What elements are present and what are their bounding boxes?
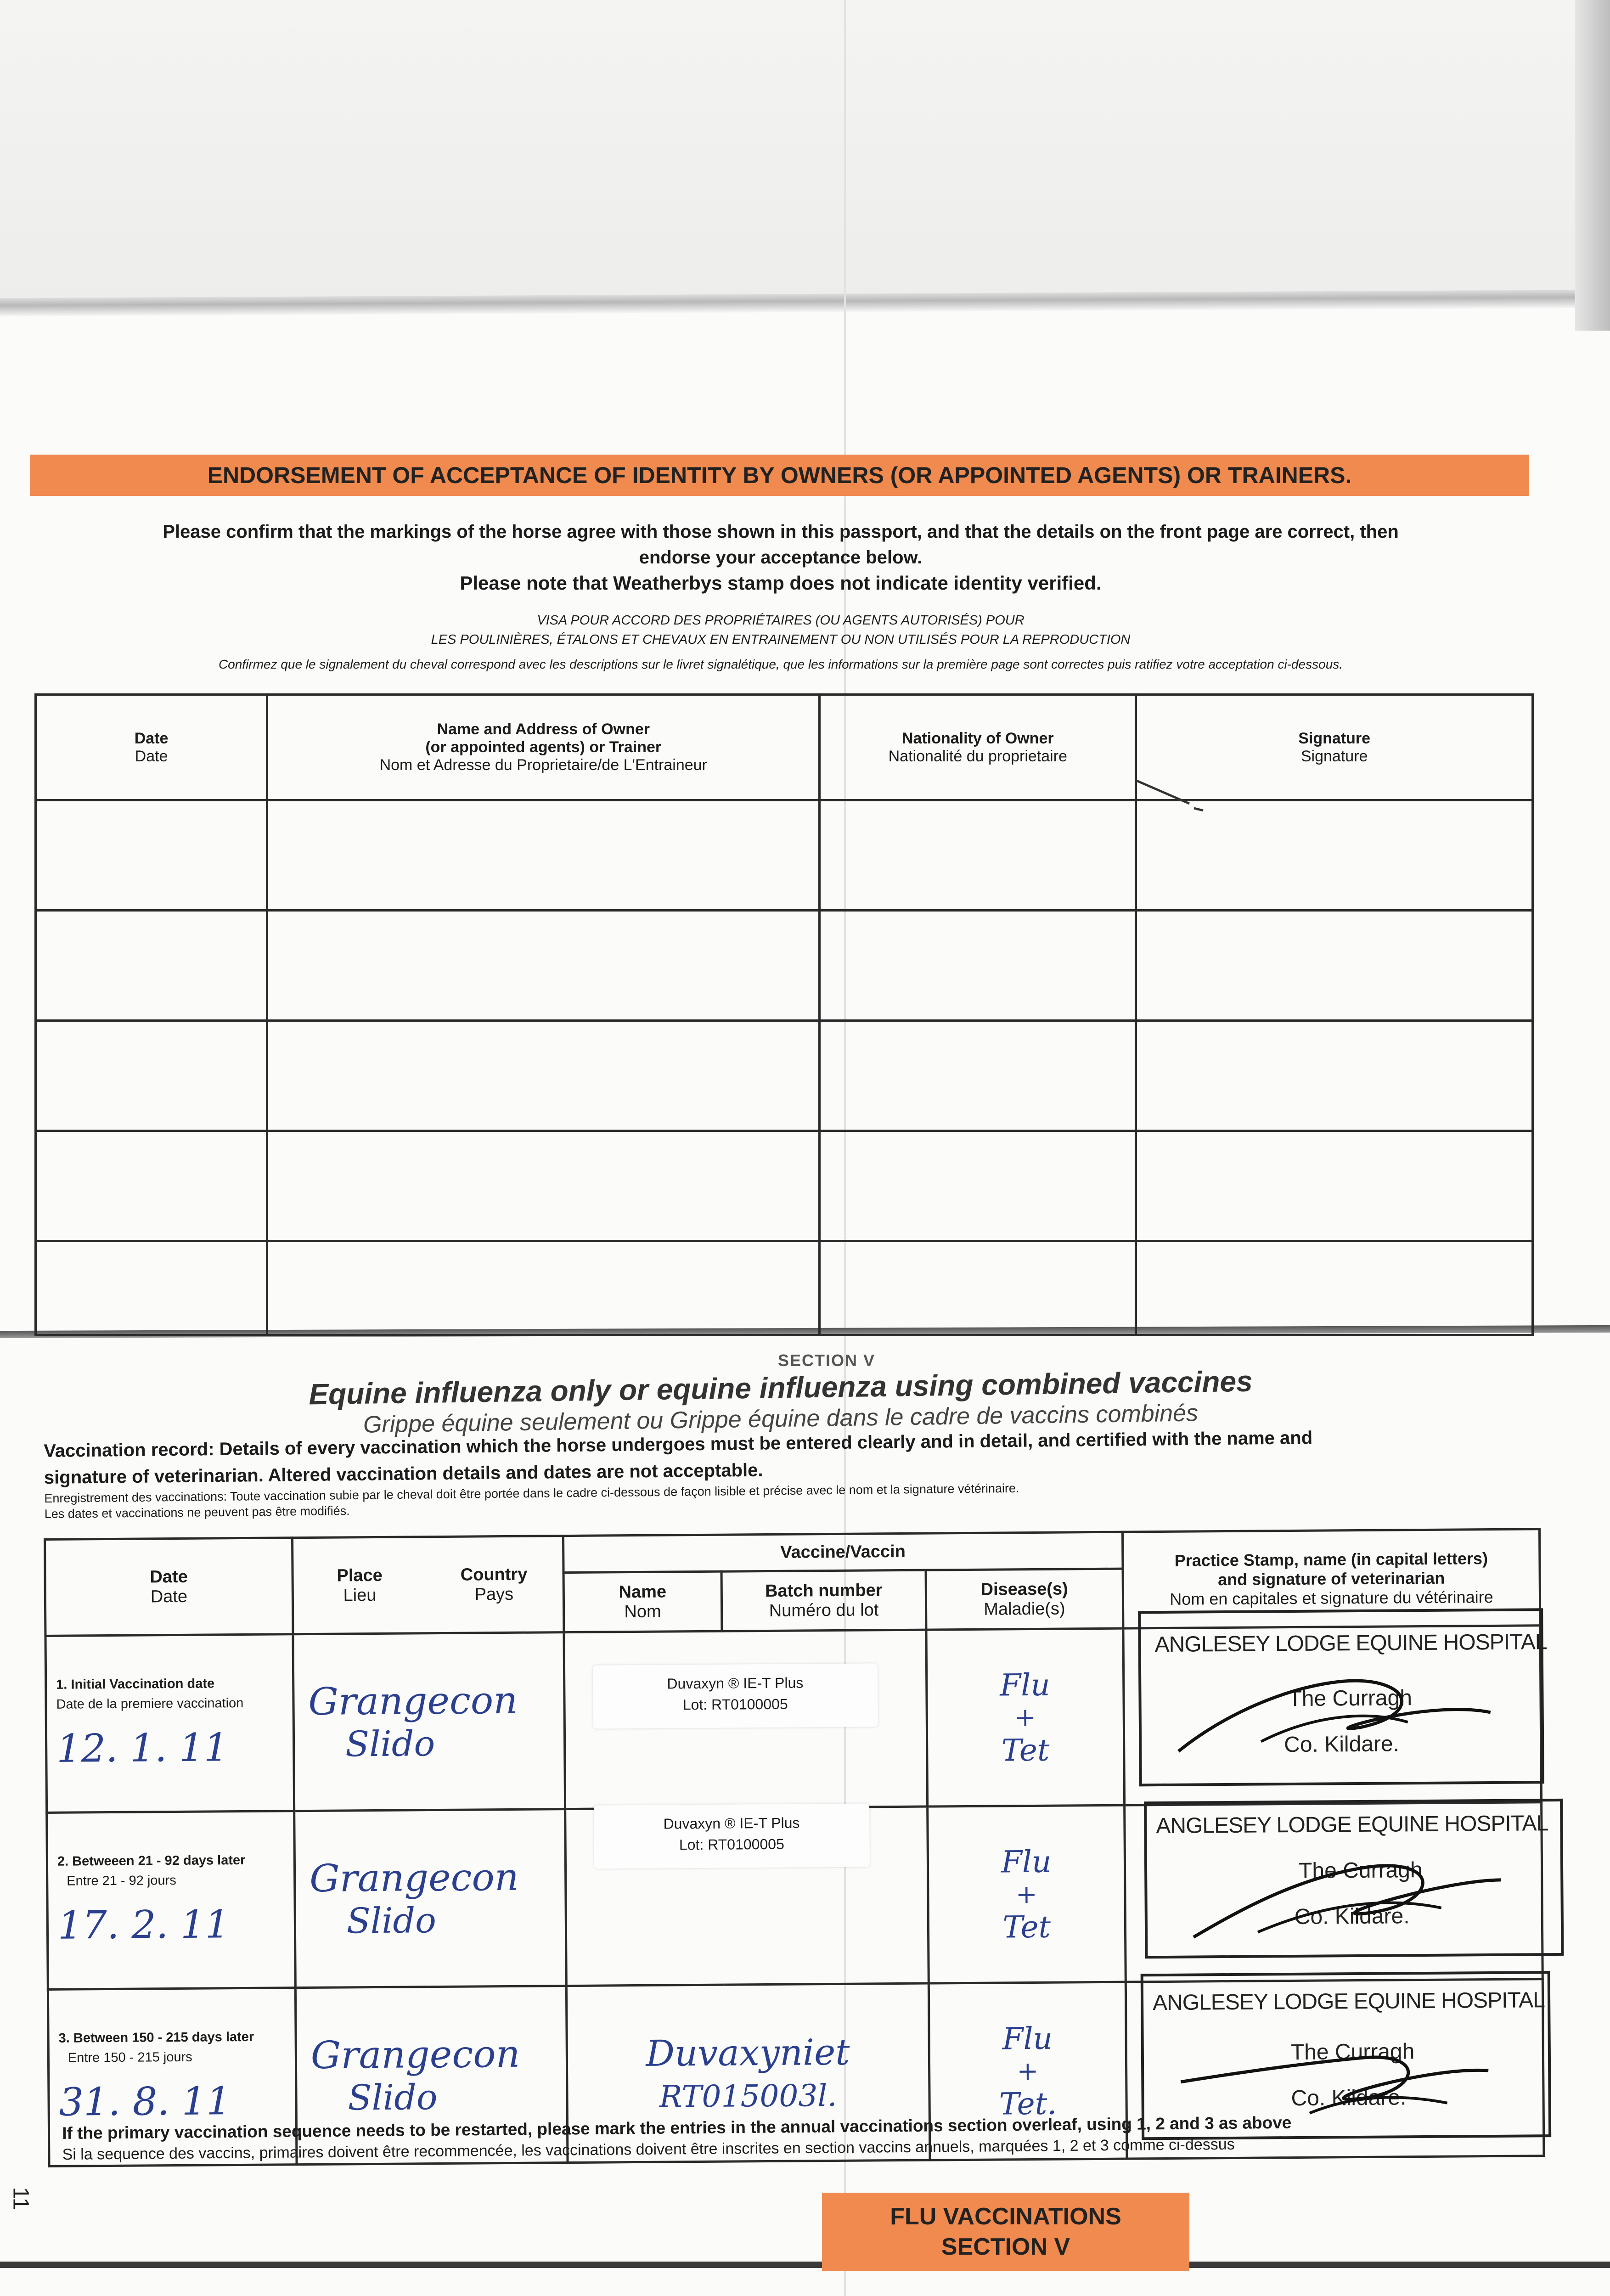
top-page-shadow	[0, 0, 1610, 303]
row-label-fr: Date de la premiere vaccination	[56, 1695, 244, 1712]
row-label-en: 3. Between 150 - 215 days later	[58, 2029, 254, 2046]
hdr-place: Place Lieu	[292, 1537, 426, 1634]
table-row	[36, 1131, 1533, 1241]
cell-owner[interactable]	[267, 911, 820, 1021]
cell-nationality[interactable]	[820, 800, 1136, 911]
stamp-practice-name: ANGLESEY LODGE EQUINE HOSPITAL	[1154, 1630, 1547, 1657]
handwritten-date: 31. 8. 11	[59, 2078, 231, 2125]
record-french-1: Enregistrement des vaccinations: Toute vaccination subie par le cheval doit être portée dans le cadre ci-dessous de façon lisible et précise avec le nom et la signature vétérinaire.	[44, 1481, 1019, 1505]
hdr-diseases: Disease(s) Maladie(s)	[926, 1569, 1123, 1630]
section-v-label: SECTION V	[777, 1351, 876, 1370]
cell-nationality[interactable]	[820, 1131, 1136, 1241]
cell-date[interactable]	[36, 1131, 267, 1241]
handwritten-place: Grangecon	[309, 1855, 519, 1901]
flu-vaccinations-tab	[822, 2193, 1189, 2271]
vaccination-table	[44, 1528, 1548, 2167]
handwritten-disease-1: Flu	[1001, 1844, 1052, 1880]
cell-signature[interactable]	[1136, 1241, 1533, 1335]
instruction-line-2: endorse your acceptance below.	[639, 547, 923, 568]
vaccine-header-row-1	[45, 1529, 1540, 1576]
endorsement-header-row	[36, 695, 1533, 800]
hdr-vaccine-name: Name Nom	[563, 1571, 722, 1632]
vaccine-sticker-label	[594, 1803, 870, 1868]
record-line-2: signature of veterinarian. Altered vaccination details and dates are not acceptable.	[44, 1460, 763, 1488]
cell-date[interactable]	[36, 800, 267, 911]
cell-practice-stamp[interactable]	[1123, 1626, 1547, 1805]
french-line-2: LES POULINIÈRES, ÉTALONS ET CHEVAUX EN ENTRAINEMENT OU NON UTILISÉS POUR LA REPRODUCTION	[431, 632, 1131, 647]
right-edge-shadow	[1575, 0, 1610, 331]
instruction-line-1: Please confirm that the markings of the horse agree with those shown in this passport, and that the details on the front page are correct, then	[163, 522, 1399, 542]
col-owner-name-address: Name and Address of Owner (or appointed agents) or Trainer Nom et Adresse du Proprietaire/de L'Entraineur	[267, 695, 820, 800]
handwritten-vaccine-name: Duvaxyniet	[646, 2032, 850, 2075]
table-row	[36, 1241, 1533, 1335]
handwritten-disease-3: Tet	[1001, 1732, 1050, 1768]
col-date: Date Date	[36, 695, 267, 800]
table-row	[36, 800, 1533, 911]
fold-crease-bottom	[0, 2262, 1610, 2268]
cell-vacc-date[interactable]	[47, 1811, 296, 1990]
cell-nationality[interactable]	[820, 911, 1136, 1021]
table-row	[45, 1626, 1542, 1813]
stamp-location: The Curragh	[1298, 1858, 1423, 1883]
handwritten-disease-1: Flu	[1000, 1667, 1051, 1703]
stamp-practice-name: ANGLESEY LODGE EQUINE HOSPITAL	[1152, 1988, 1545, 2015]
handwritten-disease-3: Tet	[1002, 1909, 1051, 1945]
handwritten-country: Slido	[346, 1900, 437, 1941]
instruction-block	[23, 519, 1538, 596]
vet-signature	[1184, 1839, 1515, 1947]
hdr-country: Country Pays	[425, 1536, 563, 1633]
table-row	[47, 1802, 1543, 1990]
vet-practice-stamp	[1144, 1799, 1564, 1958]
hdr-vaccine: Vaccine/Vaccin	[563, 1532, 1123, 1573]
stamp-location: The Curragh	[1288, 1686, 1413, 1711]
row-label-fr: Entre 21 - 92 jours	[67, 1873, 176, 1889]
restart-note-en: If the primary vaccination sequence needs to be restarted, please mark the entries in the annual vaccinations section overleaf, using 1, 2 and 3 as above	[62, 2113, 1292, 2143]
sticker-product: Duvaxyn ® IE-T Plus	[667, 1674, 804, 1692]
cell-owner[interactable]	[267, 1021, 820, 1131]
cell-disease[interactable]	[926, 1628, 1125, 1806]
cell-signature[interactable]	[1136, 911, 1533, 1021]
vaccination-record-block	[44, 1421, 1560, 1522]
row-label-en: 2. Betweeen 21 - 92 days later	[57, 1852, 246, 1869]
french-line-1: VISA POUR ACCORD DES PROPRIÉTAIRES (OU AGENTS AUTORISÉS) POUR	[537, 613, 1025, 628]
cell-vacc-date[interactable]	[45, 1634, 294, 1813]
handwritten-disease-3: Tet.	[999, 2086, 1057, 2122]
cell-disease[interactable]	[927, 1805, 1126, 1983]
handwritten-country: Slido	[348, 2077, 438, 2118]
cell-place-country[interactable]	[294, 1809, 566, 1988]
page-number: 11	[8, 2187, 33, 2210]
cell-date[interactable]	[36, 911, 267, 1021]
cell-date[interactable]	[36, 1021, 267, 1131]
handwritten-disease-2: +	[1014, 1702, 1036, 1733]
hdr-batch-number: Batch number Numéro du lot	[721, 1570, 926, 1631]
col-signature: Signature Signature	[1136, 695, 1533, 800]
tab-line-1: FLU VACCINATIONS	[890, 2203, 1121, 2230]
section-v-subtitle: Grippe équine seulement ou Grippe équine dans le cadre de vaccins combinés	[363, 1400, 1199, 1438]
cell-signature[interactable]	[1136, 1021, 1533, 1131]
pen-stroke-mark	[1134, 776, 1217, 813]
stamp-location: The Curragh	[1290, 2039, 1415, 2065]
handwritten-country: Slido	[345, 1723, 435, 1765]
record-line-1: Vaccination record: Details of every vaccination which the horse undergoes must be entered clearly and in detail, and certified with the name and	[44, 1428, 1313, 1461]
cell-nationality[interactable]	[820, 1021, 1136, 1131]
vaccine-sticker-label	[593, 1663, 878, 1728]
restart-note-fr: Si la sequence des vaccins, primaires doivent être recommencée, les vaccinations doivent être inscrites en section vaccins annuels, marquées 1, 2 et 3 comme ci-dessus	[62, 2135, 1235, 2163]
row-label-fr: Entre 150 - 215 jours	[68, 2049, 192, 2065]
handwritten-place: Grangecon	[308, 1678, 518, 1724]
cell-signature[interactable]	[1136, 1131, 1533, 1241]
cell-owner[interactable]	[267, 800, 820, 911]
endorsement-table	[34, 693, 1534, 1336]
handwritten-date: 12. 1. 11	[56, 1725, 229, 1771]
table-row	[36, 1021, 1533, 1131]
col-nationality: Nationality of Owner Nationalité du proprietaire	[820, 695, 1136, 800]
record-french-2: Les dates et vaccinations ne peuvent pas être modifiés.	[44, 1504, 350, 1521]
sticker-lot: Lot: RT0100005	[682, 1695, 788, 1713]
cell-practice-stamp[interactable]	[1125, 1802, 1548, 1982]
cell-nationality[interactable]	[820, 1241, 1136, 1335]
handwritten-disease-2: +	[1017, 2056, 1039, 2086]
handwritten-disease-2: +	[1015, 1879, 1037, 1909]
sticker-product: Duvaxyn ® IE-T Plus	[663, 1814, 800, 1832]
stamp-county: Co. Kildare.	[1291, 2085, 1407, 2111]
section-v-title: Equine influenza only or equine influenza using combined vaccines	[308, 1364, 1253, 1411]
sticker-lot: Lot: RT0100005	[679, 1835, 784, 1853]
hdr-date: Date Date	[45, 1538, 293, 1636]
endorsement-banner	[30, 455, 1529, 496]
stamp-practice-name: ANGLESEY LODGE EQUINE HOSPITAL	[1156, 1811, 1548, 1839]
handwritten-date: 17. 2. 11	[57, 1902, 230, 1948]
endorsement-banner-text: ENDORSEMENT OF ACCEPTANCE OF IDENTITY BY OWNERS (OR APPOINTED AGENTS) OR TRAINERS.	[207, 462, 1352, 488]
stamp-county: Co. Kildare.	[1294, 1904, 1410, 1930]
vet-signature	[1169, 1657, 1500, 1761]
tab-line-2: SECTION V	[941, 2234, 1070, 2260]
cell-vaccine-sticker[interactable]	[565, 1806, 929, 1986]
cell-date[interactable]	[36, 1241, 267, 1335]
cell-place-country[interactable]	[293, 1632, 565, 1811]
stamp-county: Co. Kildare.	[1283, 1732, 1400, 1757]
hdr-practice-stamp: Practice Stamp, name (in capital letters) and signature of veterinarian Nom en capitales et signature du vétérinaire	[1122, 1529, 1540, 1628]
handwritten-place: Grangecon	[310, 2032, 520, 2077]
row-label-en: 1. Initial Vaccination date	[56, 1676, 215, 1692]
french-line-3: Confirmez que le signalement du cheval correspond avec les descriptions sur le livret signalétique, que les informations sur la première page sont correctes puis ratifiez votre acceptation ci-dessous.	[218, 657, 1343, 671]
handwritten-batch-number: RT015003l.	[659, 2077, 837, 2115]
vet-signature	[1171, 2015, 1503, 2123]
handwritten-disease-1: Flu	[1002, 2020, 1053, 2056]
cell-vaccine-sticker[interactable]	[564, 1630, 928, 1809]
cell-owner[interactable]	[267, 1241, 820, 1335]
vet-practice-stamp	[1138, 1608, 1547, 1786]
instruction-line-3: Please note that Weatherbys stamp does not indicate identity verified.	[460, 572, 1102, 594]
french-instruction-block	[23, 611, 1538, 674]
table-row	[36, 911, 1533, 1021]
cell-owner[interactable]	[267, 1131, 820, 1241]
cell-signature[interactable]	[1136, 800, 1533, 911]
